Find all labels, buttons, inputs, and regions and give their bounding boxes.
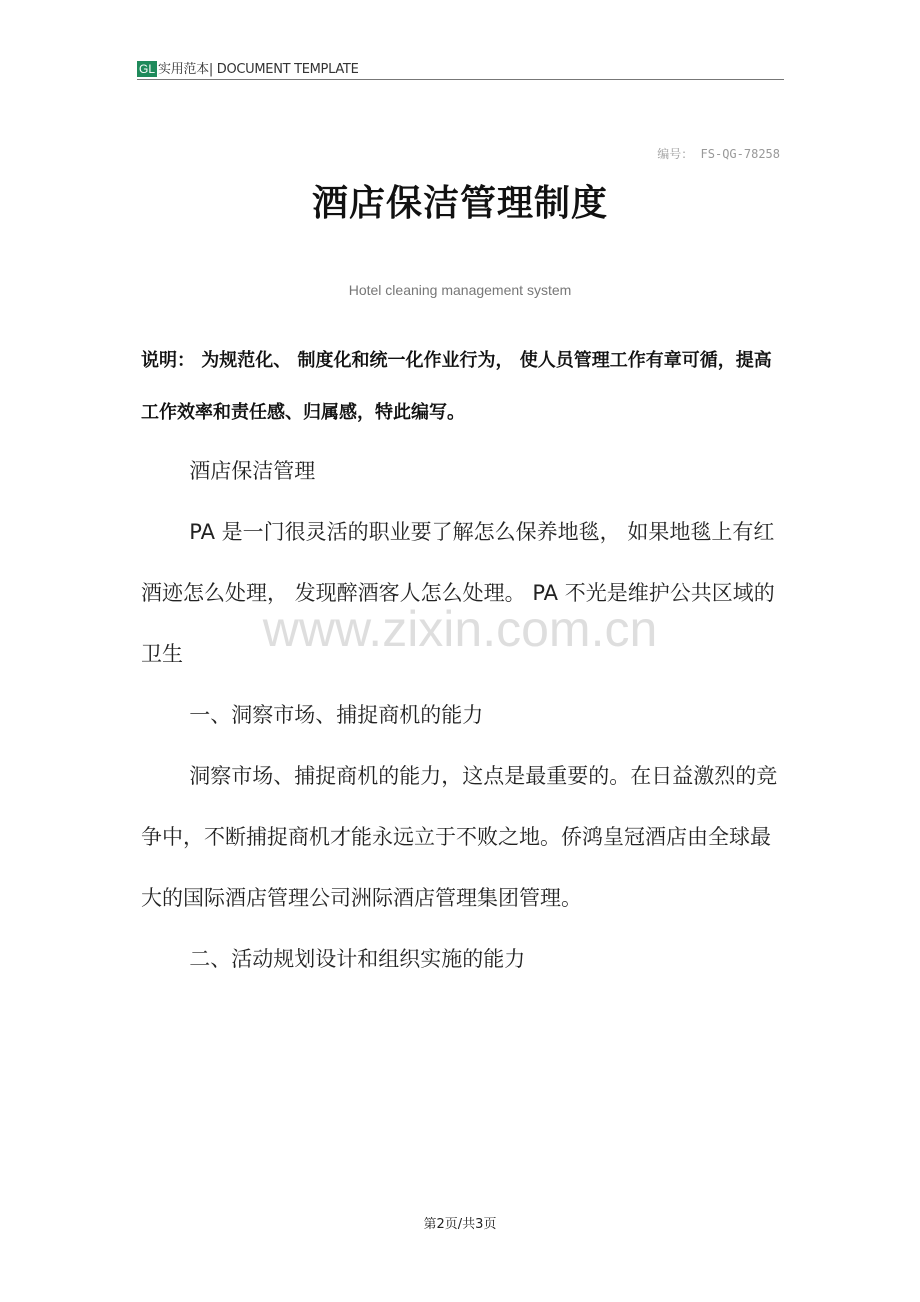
section-heading-market-insight: 一、洞察市场、捕捉商机的能力 (189, 703, 484, 727)
description-text: 说明： 为规范化、 制度化和统一化作业行为， 使人员管理工作有章可循，提高工作效率和责任感、归属感，特此编写。 (141, 350, 772, 423)
watermark-text: www.zixin.com.cn (262, 601, 658, 657)
paragraph-market-insight: 洞察市场、捕捉商机的能力，这点是最重要的。在日益激烈的竞争中，不断捕捉商机才能永远立于不败之地。侨鸿皇冠酒店由全球最大的国际酒店管理公司洲际酒店管理集团管理。 (141, 764, 778, 910)
header-template-label: 实用范本| DOCUMENT TEMPLATE (158, 62, 359, 77)
section-heading-activity-planning: 二、活动规划设计和组织实施的能力 (189, 947, 526, 971)
page-footer: 第2页/共3页 (423, 1217, 497, 1232)
document-body (141, 441, 783, 990)
page-subtitle: Hotel cleaning management system (348, 282, 572, 298)
paragraph-pa-intro: PA 是一门很灵活的职业要了解怎么保养地毯， 如果地毯上有红酒迹怎么处理， 发现醉酒客人怎么处理。 PA 不光是维护公共区域的卫生 (141, 520, 775, 666)
page-title: 酒店保洁管理制度 (311, 183, 608, 224)
section-heading-hotel-cleaning: 酒店保洁管理 (189, 459, 316, 483)
document-header (137, 57, 784, 80)
document-number: 编号： FS-QG-78258 (657, 147, 780, 161)
gl-logo: GL (139, 62, 156, 76)
